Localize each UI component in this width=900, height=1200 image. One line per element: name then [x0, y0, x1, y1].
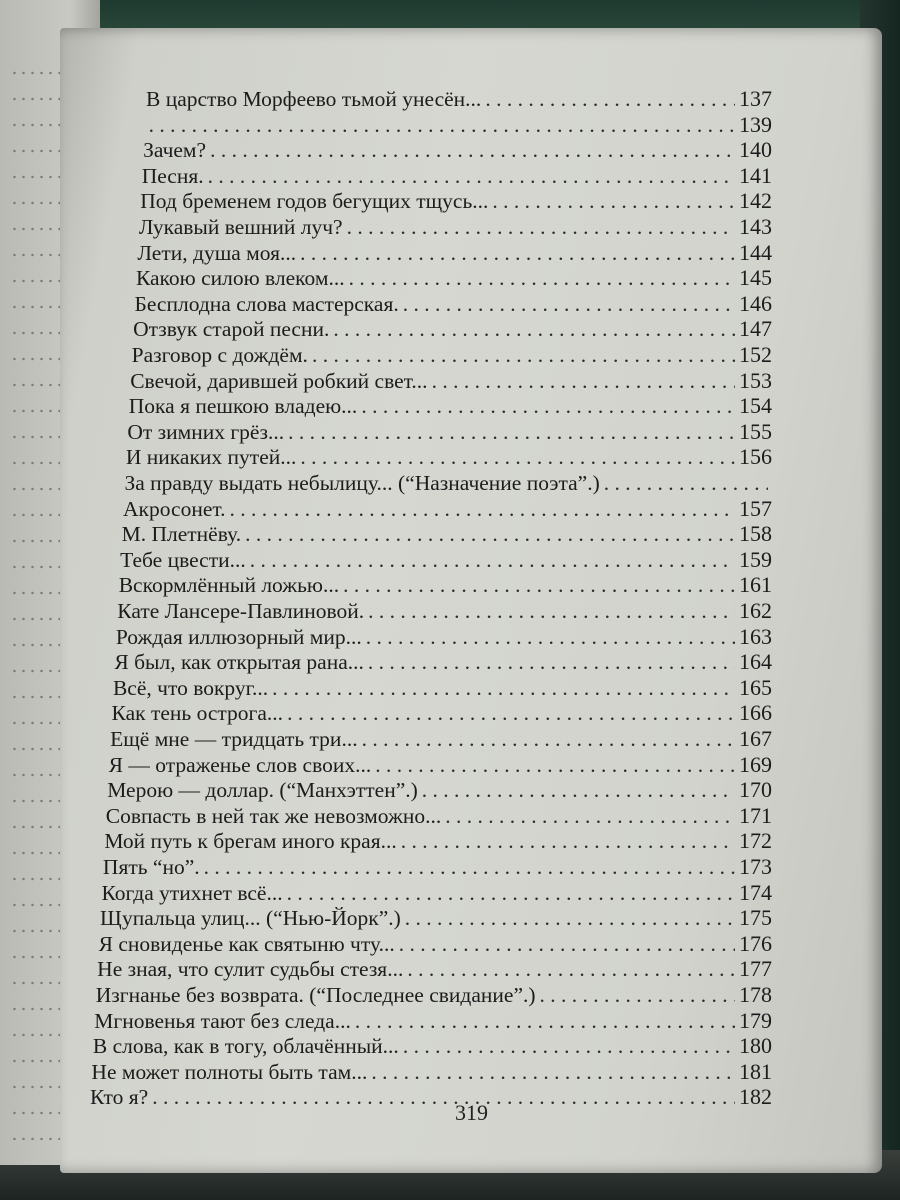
toc-leader-dots [540, 982, 735, 1008]
toc-entry [90, 1084, 772, 1110]
toc-entry-title: Свечой, дарившей робкий свет... [130, 368, 428, 393]
toc-entry [126, 444, 772, 470]
toc-entry [107, 777, 772, 803]
toc-leader-dots [407, 956, 735, 982]
toc-leader-dots [347, 214, 735, 240]
toc-entry-title: Лукавый вешний луч? [138, 215, 343, 239]
toc-entry-title: Щупальца улиц... (“Нью-Йорк”.) [100, 906, 401, 931]
toc-entry-page: 165 [738, 674, 772, 700]
toc-leader-dots [371, 1059, 735, 1085]
toc-leader-dots [368, 598, 735, 624]
toc-entry [137, 240, 772, 266]
toc-entry [101, 880, 772, 906]
toc-entry [104, 828, 772, 854]
toc-entry-title: Зачем? [143, 138, 207, 163]
toc-entry-title: В царство Морфеево тьмой унесён... [146, 87, 482, 111]
toc-entry [93, 1033, 772, 1059]
toc-leader-dots [604, 470, 768, 496]
toc-entry-page: 161 [738, 572, 772, 598]
toc-entry [136, 265, 772, 291]
toc-entry [91, 1059, 772, 1085]
toc-entry [106, 803, 772, 829]
toc-leader-dots [300, 240, 735, 266]
toc-entry-page: 137 [739, 86, 772, 111]
toc-leader-dots [405, 905, 735, 931]
toc-entry-page: 147 [738, 316, 772, 342]
toc-leader-dots [368, 649, 735, 675]
toc-leader-dots [300, 444, 735, 470]
toc-entry [110, 726, 772, 752]
toc-entry-page: 140 [738, 137, 772, 163]
toc-entry-title: Изгнанье без возврата. (“Последнее свидание”.) [95, 983, 536, 1007]
toc-entry-title: Какою силою влеком... [135, 266, 345, 291]
toc-leader-dots [210, 137, 735, 163]
toc-entry [143, 137, 772, 163]
toc-entry-title: Я сновиденье как святыню чту... [98, 931, 395, 956]
toc-entry-page: 179 [738, 1007, 772, 1033]
toc-entry [145, 112, 772, 138]
toc-entry [120, 547, 772, 573]
toc-entry-title: Я был, как открытая рана... [114, 650, 364, 675]
toc-entry-page: 164 [738, 649, 772, 675]
toc-leader-dots [361, 393, 735, 419]
toc-entry-page: 152 [738, 342, 772, 367]
toc-entry-page: 167 [738, 726, 772, 751]
toc-entry-title: За правду выдать небылицу... (“Назначение поэта”.) [124, 471, 600, 495]
toc-entry-title: Вскормлённый ложью... [118, 573, 340, 598]
toc-entry-page: 153 [738, 367, 772, 393]
toc-entry-title: Кто я? [90, 1085, 149, 1110]
toc-leader-dots [208, 163, 735, 189]
toc-entry-title: Всё, что вокруг... [112, 675, 269, 700]
toc-leader-dots [287, 700, 735, 726]
toc-leader-dots [230, 496, 735, 522]
toc-entry [129, 393, 772, 419]
toc-entry-title: Отзвук старой песни. [133, 317, 330, 342]
toc-entry-page: 163 [738, 623, 772, 649]
toc-entry [114, 649, 772, 675]
toc-entry-page: 169 [738, 751, 772, 777]
toc-entry-title: Ещё мне — тридцать три... [110, 727, 358, 751]
toc-entry [100, 905, 772, 931]
toc-entry-page: 180 [738, 1033, 772, 1059]
toc-entry-title: Совпасть в ней так же невозможно... [105, 803, 442, 828]
toc-entry-page: 174 [738, 879, 772, 905]
toc-leader-dots [375, 752, 735, 778]
toc-entry-page: 158 [738, 521, 772, 547]
toc-entry [139, 214, 772, 240]
toc-entry-title: Когда утихнет всё... [101, 880, 283, 905]
toc-leader-dots [362, 726, 735, 752]
toc-entry [135, 291, 772, 317]
toc-entry [140, 188, 772, 214]
toc-entry-page: 173 [738, 854, 772, 879]
toc-leader-dots [245, 521, 735, 547]
toc-entry-page: 144 [738, 239, 772, 265]
toc-entry [123, 496, 772, 522]
toc-entry-page: 162 [738, 598, 772, 623]
toc-entry-title: Рождая иллюзорный мир... [115, 624, 362, 649]
toc-entry-page: 170 [738, 777, 772, 803]
toc-leader-dots [272, 675, 735, 701]
toc-entry-title: Мгновенья тают без следа... [94, 1008, 351, 1033]
toc-entry [109, 752, 772, 778]
toc-leader-dots [149, 112, 735, 138]
toc-entry-title: Не может полноты быть там... [91, 1059, 368, 1084]
toc-entry-title: Мерою — доллар. (“Манхэттен”.) [107, 778, 418, 803]
toc-entry-page: 166 [738, 700, 772, 726]
toc-entry [132, 342, 772, 368]
toc-leader-dots [399, 931, 735, 957]
toc-entry [96, 982, 772, 1008]
toc-entry-title: Лети, душа моя... [137, 240, 297, 265]
toc-leader-dots [366, 624, 735, 650]
toc-entry-title: Не зная, что сулит судьбы стезя... [97, 957, 404, 982]
toc-entry [99, 931, 772, 957]
toc-entry [112, 700, 772, 726]
toc-leader-dots [403, 291, 735, 317]
toc-entry-page: 145 [738, 265, 772, 291]
table-of-contents [60, 28, 882, 1173]
toc-entry-page: 156 [738, 444, 772, 470]
toc-entry-title: Кате Лансере-Павлиновой. [117, 599, 365, 623]
toc-entry-title: Как тень острога... [111, 701, 284, 726]
toc-entry-title: Бесплодна слова мастерская. [134, 291, 399, 316]
toc-entry-title: Тебе цвести... [120, 547, 246, 572]
toc-entry-page: 139 [738, 111, 772, 137]
toc-entry [113, 675, 772, 701]
toc-entry-page: 176 [738, 930, 772, 956]
toc-entry [124, 470, 772, 496]
toc-leader-dots [152, 1084, 735, 1110]
toc-entry-title: От зимних грёз... [127, 419, 285, 444]
toc-entry-title: Я — отраженье слов своих... [108, 752, 372, 777]
toc-leader-dots [355, 1008, 735, 1034]
toc-entry-title: Акросонет. [123, 496, 226, 521]
toc-leader-dots [492, 188, 735, 214]
toc-entry-title: В слова, как в тогу, облачённый... [92, 1034, 399, 1059]
toc-leader-dots [422, 777, 735, 803]
toc-entry-page: 143 [738, 214, 772, 239]
toc-entry [122, 521, 772, 547]
toc-entry-page: 171 [738, 802, 772, 828]
toc-leader-dots [445, 803, 735, 829]
toc-entry-page: 178 [738, 982, 772, 1007]
toc-entry [133, 316, 772, 342]
toc-entry-page: 182 [739, 1084, 772, 1110]
toc-entry-page: 154 [738, 393, 772, 419]
toc-leader-dots [432, 368, 735, 394]
toc-leader-dots [485, 86, 735, 112]
toc-entry-page: 155 [738, 418, 772, 444]
toc-entry-title: Разговор с дождём. [131, 343, 308, 367]
toc-leader-dots [287, 880, 735, 906]
toc-entry-title: И никаких путей... [125, 445, 297, 470]
toc-entry [103, 854, 772, 880]
toc-entry [116, 624, 772, 650]
toc-leader-dots [312, 342, 735, 368]
book-page [60, 28, 882, 1173]
toc-leader-dots [343, 572, 735, 598]
toc-entry-title: Мой путь к брегам иного края... [104, 829, 397, 854]
toc-entry-page: 181 [738, 1058, 772, 1084]
toc-entry-page: 142 [738, 188, 772, 214]
toc-entry [97, 956, 772, 982]
toc-entry-page: 172 [738, 828, 772, 854]
toc-leader-dots [333, 316, 735, 342]
toc-entry-page: 157 [738, 495, 772, 521]
toc-leader-dots [403, 1033, 735, 1059]
toc-leader-dots [204, 854, 735, 880]
toc-leader-dots [288, 419, 735, 445]
toc-leader-dots [250, 547, 735, 573]
toc-leader-dots [401, 828, 735, 854]
toc-entry-page: 159 [738, 546, 772, 572]
toc-entry [146, 86, 772, 112]
toc-entry [117, 598, 772, 624]
toc-entry-page: 146 [738, 290, 772, 316]
toc-entry [94, 1008, 772, 1034]
toc-entry-page: 141 [738, 162, 772, 188]
toc-entry-page: 175 [738, 905, 772, 931]
toc-leader-dots [349, 265, 735, 291]
toc-entry-title: Пять “но”. [102, 855, 200, 879]
toc-entry [127, 419, 772, 445]
page-number: 319 [455, 1100, 488, 1125]
toc-entry [119, 572, 772, 598]
toc-entry [130, 368, 772, 394]
toc-entry-title: Пока я пешкою владею... [128, 394, 358, 419]
toc-entry-title: М. Плетнёву. [121, 522, 242, 547]
toc-entry-page: 177 [738, 956, 772, 982]
toc-entry-title: Песня. [141, 163, 204, 188]
toc-entry [142, 163, 772, 189]
toc-entry-title: Под бременем годов бегущих тщусь... [140, 189, 489, 214]
